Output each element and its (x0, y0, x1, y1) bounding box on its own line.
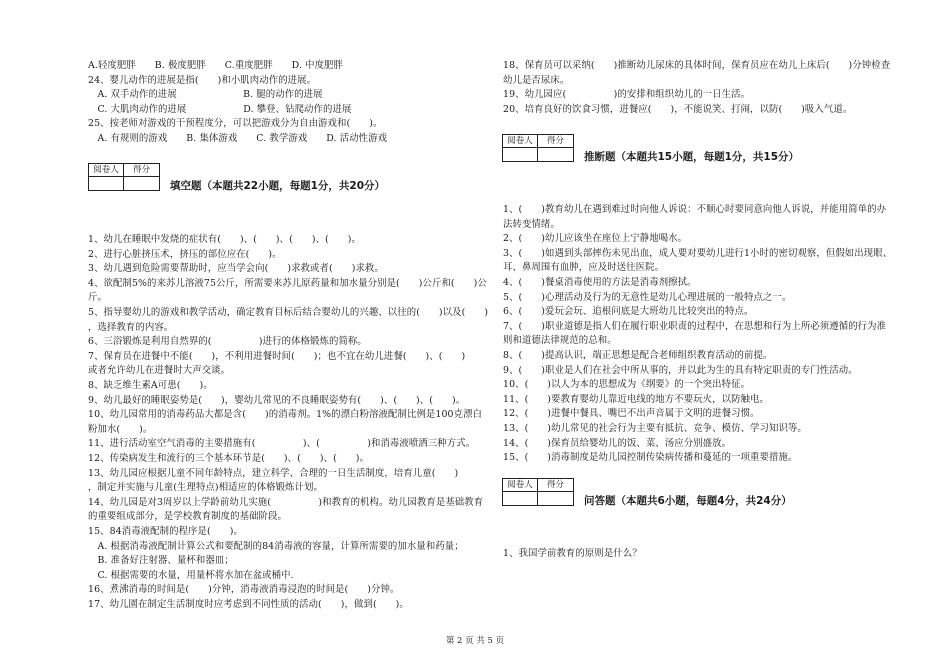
question-line: B. 准备好注射器、量杯和器皿； (88, 555, 234, 567)
section-title-qa: 问答题（本题共6小题，每题4分，共24分） (584, 495, 792, 507)
question-line: 1、( )教育幼儿在遇到难过时向他人诉说：不顺心时要同意向他人诉说，并能用简单的办 (503, 204, 887, 215)
question-line: 11、进行活动室空气消毒的主要措施有( )、( )和消毒液喷洒三种方式。 (88, 438, 476, 450)
score-cell (124, 177, 159, 190)
question-line: 15、84消毒液配制的程序是( )。 (88, 526, 243, 537)
question-line: 20、培育良好的饮食习惯，进餐应( )，不能说笑、打闹，以防( )吸入气道。 (503, 103, 853, 115)
question-line: A. 有规则的游戏 B. 集体游戏 C. 教学游戏 D. 活动性游戏 (88, 132, 388, 144)
question-line: 8、缺乏维生素A可患( )。 (88, 380, 213, 391)
reviewer-cell (503, 148, 538, 161)
question-line: 13、( )幼儿常见的社会行为主要有抵抗、竞争、模仿、学习知识等。 (503, 423, 807, 434)
question-line: 18、保育员可以采纳( )推断幼儿尿床的具体时间，保育员应在幼儿上床后( )分钟检查 (503, 60, 891, 71)
question-line: 16、煮沸消毒的时间是( )分钟，消毒液消毒浸泡的时间是( )分钟。 (88, 584, 400, 596)
question-line: A. 根据消毒液配制计算公式和要配制的84消毒液的容量，计算所需要的加水量和药量； (88, 540, 464, 552)
question-line: 1、我国学前教育的原则是什么？ (503, 548, 642, 559)
score-box-fill (88, 163, 160, 191)
question-line: 2、( )幼儿应该坐在座位上宁静地喝水。 (503, 233, 688, 245)
question-line: 耳、鼻周围有血肿，应及时送往医院。 (503, 262, 665, 274)
question-line: 6、( )爱玩会玩、追根问底是大班幼儿比较突出的特点。 (503, 306, 754, 318)
question-line: 17、幼儿園在制定生活制度时应考虑到不同性质的活动( )，做到( )。 (88, 599, 409, 610)
question-line: 2、进行心脏挤压术，挤压的部位应在( )。 (88, 248, 282, 260)
question-line: 3、幼儿遇到危险需要帮助时，应当学会向( )求救或者( )求救。 (88, 263, 384, 275)
question-line: 11、( )要教育婴幼儿靠近电线的地方不要玩火，以防触电。 (503, 393, 769, 405)
question-line: 8、( )提高认识，端正思想是配合老师组织教育活动的前提。 (503, 350, 773, 361)
score-box-qa (502, 478, 574, 506)
question-line: 5、( )心理活动及行为的无意性是幼儿心理进展的一般特点之一。 (503, 291, 792, 303)
section-title-judge: 推断题（本题共15小题，每题1分，共15分） (584, 151, 800, 163)
question-line: 6、三浴锻炼是利用自然界的( )进行的体格锻炼的简称。 (88, 336, 367, 348)
question-line: 12、传染病发生和流行的三个基本环节是( )、( )、( )。 (88, 453, 370, 464)
question-line: 24、婴儿动作的进展是指( )和小肌肉动作的进展。 (88, 74, 317, 86)
question-line: 13、幼儿园应根据儿童不同年龄特点，建立科学、合理的一日生活制度，培育儿童( ) (88, 467, 459, 479)
question-line: 10、幼儿园常用的消毒药品大都是含( )的消毒剂。1%的漂白粉溶液配制比例是100克漂白 (88, 409, 483, 421)
question-line: 或者允许幼儿在进餐时大声交谈。 (88, 365, 231, 377)
question-line: 7、保育员在进餐中不能( )，不利用进餐时间( )；也不宜在幼儿进餐( )、( ) (88, 350, 466, 362)
question-line: 4、欲配制5%的来苏儿溶液75公斤，所需要来苏儿原药量和加水量分别是( )公斤和( )公 (88, 277, 487, 289)
question-line: 14、幼儿园是对3周岁以上学龄前幼儿实施( )和教育的机构。幼儿园教育是基础教育 (88, 496, 484, 508)
question-line: ，制定并实施与儿童(生理特点)相适应的体格锻炼计划。 (88, 482, 323, 494)
question-line: 的重要组成部分，是学校教育制度的基础阶段。 (88, 511, 287, 523)
score-label: 得分 (538, 135, 573, 148)
question-line: 3、( )如遇到头部摔伤未见出血，成人要对要幼儿进行1小时的密切观察，但假如出现眼、 (503, 247, 893, 259)
question-line: 则和道德法律规范的总和。 (503, 335, 617, 347)
question-line: ，选择教育的内容。 (88, 321, 174, 333)
question-line: 19、幼儿园应( )的安排和组织幼儿的一日生活。 (503, 89, 751, 100)
score-label: 得分 (124, 164, 159, 177)
question-line: 斤。 (88, 292, 107, 304)
page-number: 第 2 页 共 5 页 (445, 636, 505, 646)
score-box-judge (502, 134, 574, 162)
question-line: 12、( )进餐中餐具、嘴巴不出声音属于文明的进餐习惯。 (503, 408, 760, 420)
question-line: 5、指导婴幼儿的游戏和教学活动，确定教育目标后结合婴幼儿的兴趣、以往的( )以及( ) (88, 307, 489, 318)
question-line: 1、幼儿在睡眠中发烧的症状有( )、( )、( )、( )。 (88, 234, 362, 245)
question-line: 4、( )餐桌消毒使用的方法是消毒剂擦拭。 (503, 277, 697, 288)
question-line: A.轻度肥胖 B. 极度肥胖 C.重度肥胖 D. 中度肥胖 (88, 60, 344, 71)
question-line: 9、( )职业是人们在社会中所从事的，并以此为生的具有特定职责的专门性活动。 (503, 364, 858, 376)
reviewer-label: 阅卷人 (503, 479, 538, 492)
question-line: 10、( )以人为本的思想成为《纲要》的一个突出特征。 (503, 379, 751, 391)
question-line: 9、幼儿最好的睡眠姿势是( )，婴幼儿常见的不良睡眠姿势有( )、( )、( )。 (88, 394, 466, 406)
question-line: 7、( )职业道德是指人们在履行职业职责的过程中，在思想和行为上所必须遵循的行为准 (503, 320, 887, 332)
question-line: C. 根据需要的水量，用量杯将水加在盆或桶中. (88, 569, 294, 581)
reviewer-label: 阅卷人 (503, 135, 538, 148)
score-label: 得分 (538, 479, 573, 492)
reviewer-label: 阅卷人 (89, 164, 124, 177)
question-line: 粉加水( )。 (88, 423, 153, 435)
question-line: A. 双手动作的进展 B. 腿的动作的进展 (88, 89, 323, 100)
reviewer-cell (503, 492, 538, 505)
question-line: C. 大肌肉动作的进展 D. 攀登、钻爬动作的进展 (88, 103, 352, 115)
question-line: 25、按老师对游戏的干预程度分，可以把游戏分为自由游戏和( )。 (88, 118, 383, 129)
question-line: 法转变情绪。 (503, 218, 560, 230)
score-cell (538, 492, 573, 505)
question-line: 幼儿是否尿床。 (503, 74, 570, 86)
question-line: 14、( )保育员给婴幼儿的饭、菜、汤应分别盛放。 (503, 437, 732, 449)
score-cell (538, 148, 573, 161)
section-title-fill: 填空题（本题共22小题，每题1分，共20分） (170, 180, 386, 192)
reviewer-cell (89, 177, 124, 190)
question-line: 15、( )消毒制度是幼儿园控制传染病传播和蔓延的一项重要措施。 (503, 452, 798, 464)
